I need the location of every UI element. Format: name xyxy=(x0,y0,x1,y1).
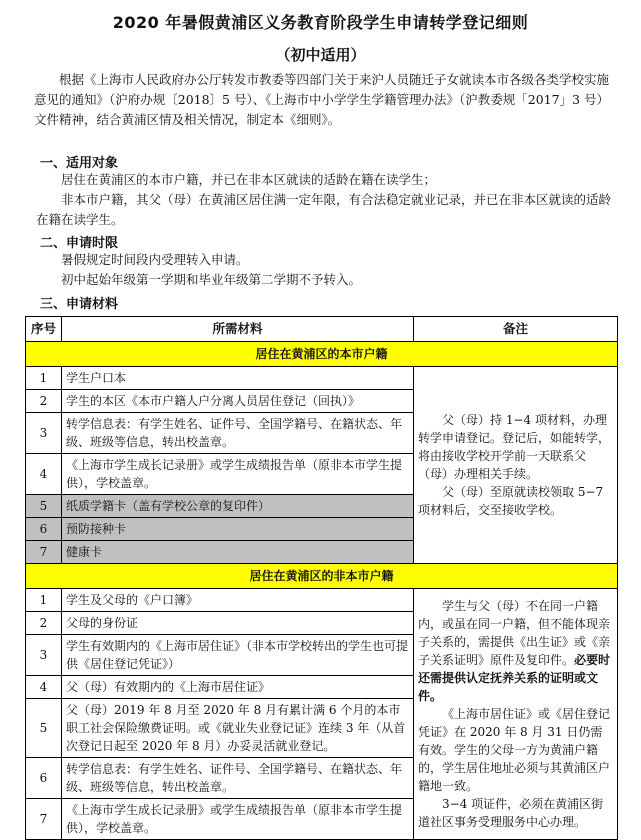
row-num: 2 xyxy=(26,390,62,413)
row-num: 4 xyxy=(26,454,62,495)
time-line-2: 初中起始年级第一学期和毕业年级第二学期不予转入。 xyxy=(61,272,362,287)
header-note: 备注 xyxy=(414,317,618,342)
section-row-nonlocal xyxy=(26,564,618,589)
row-num: 5 xyxy=(26,699,62,758)
note-text: 学生与父（母）不在同一户籍内，或虽在同一户籍，但不能体现亲子关系的，需提供《出生证》或《亲子关系证明》原件及复印件。 xyxy=(418,599,611,667)
table-row xyxy=(26,367,618,390)
row-material: 预防接种卡 xyxy=(62,518,414,541)
row-num: 7 xyxy=(26,541,62,564)
materials-table xyxy=(25,316,618,840)
row-material: 父母的身份证 xyxy=(62,612,414,635)
note-paragraph: 父（母）持 1−4 项材料，办理转学申请登记。登记后，如能转学，将由接收学校开学前一天联系父（母）办理相关手续。 xyxy=(418,413,611,481)
row-material: 父（母）有效期内的《上海市居住证》 xyxy=(62,676,414,699)
header-material: 所需材料 xyxy=(62,317,414,342)
row-num: 3 xyxy=(26,635,62,676)
target-line-2: 非本市户籍，其父（母）在黄浦区居住满一定年限，有合法稳定就业记录，并已在非本区就读的适龄在籍在读学生。 xyxy=(36,192,612,227)
table-header-row xyxy=(26,317,618,342)
section-label: 居住在黄浦区的本市户籍 xyxy=(26,342,618,367)
note-paragraph: 3−4 项证件，必须在黄浦区街道社区事务受理服务中心办理。 xyxy=(418,797,604,829)
row-num: 1 xyxy=(26,589,62,612)
note-emphasis: 必要时还需提供认定抚养关系的证明或文件。 xyxy=(418,653,611,703)
note-cell-nonlocal xyxy=(414,589,618,840)
intro-paragraph: 根据《上海市人民政府办公厅转发市教委等四部门关于来沪人员随迁子女就读本市各级各类学校实施意见的通知》（沪府办规〔2018〕5 号）、《上海市中小学学生学籍管理办法》（沪教委规「2017」3 号）文件精神，结合黄浦区情及相关情况，制定本《细则》。 xyxy=(34,72,610,127)
row-material: 学生有效期内的《上海市居住证》（非本市学校转出的学生也可提供《居住登记凭证》） xyxy=(62,635,414,676)
document-subtitle: （初中适用） xyxy=(275,46,366,64)
target-line-1: 居住在黄浦区的本市户籍，并已在非本区就读的适龄在籍在读学生； xyxy=(61,172,437,187)
row-material: 《上海市学生成长记录册》或学生成绩报告单（原非本市学生提供），学校盖章。 xyxy=(62,799,414,840)
section-label: 居住在黄浦区的非本市户籍 xyxy=(26,564,618,589)
row-material: 纸质学籍卡（盖有学校公章的复印件） xyxy=(62,495,414,518)
row-material: 转学信息表：有学生姓名、证件号、全国学籍号、在籍状态、年级、班级等信息，转出校盖章。 xyxy=(62,758,414,799)
row-num: 6 xyxy=(26,758,62,799)
note-paragraph xyxy=(418,597,613,705)
row-material: 健康卡 xyxy=(62,541,414,564)
row-num: 4 xyxy=(26,676,62,699)
row-num: 7 xyxy=(26,799,62,840)
note-paragraph: 《上海市居住证》或《居住登记凭证》在 2020 年 8 月 31 日仍需有效。学生的父母一方为黄浦户籍的，学生居住地址必须与其黄浦区户籍地一致。 xyxy=(418,707,611,793)
time-line-1: 暑假规定时间段内受理转入申请。 xyxy=(61,252,249,267)
note-cell-local xyxy=(414,367,618,564)
section-heading-target: 一、适用对象 xyxy=(40,156,119,171)
row-num: 6 xyxy=(26,518,62,541)
section-heading-time: 二、申请时限 xyxy=(40,236,119,251)
row-material: 《上海市学生成长记录册》或学生成绩报告单（原非本市学生提供），学校盖章。 xyxy=(62,454,414,495)
table-row xyxy=(26,589,618,612)
row-num: 2 xyxy=(26,612,62,635)
row-num: 5 xyxy=(26,495,62,518)
note-paragraph: 父（母）至原就读校领取 5−7 项材料后，交至接收学校。 xyxy=(418,485,604,517)
header-num: 序号 xyxy=(26,317,62,342)
row-material: 转学信息表：有学生姓名、证件号、全国学籍号、在籍状态、年级、班级等信息，转出校盖章。 xyxy=(62,413,414,454)
row-num: 1 xyxy=(26,367,62,390)
document-title: 2020 年暑假黄浦区义务教育阶段学生申请转学登记细则 xyxy=(112,13,529,32)
section-row-local xyxy=(26,342,618,367)
row-material: 学生的本区《本市户籍人户分离人员居住登记（回执）》 xyxy=(62,390,414,413)
row-material: 父（母）2019 年 8 月至 2020 年 8 月有累计满 6 个月的本市职工社会保险缴费证明。或《就业失业登记证》连续 3 年（从首次登记日起至 2020 年 8 月）办妥灵活就业登记。 xyxy=(62,699,414,758)
row-material: 学生及父母的《户口簿》 xyxy=(62,589,414,612)
row-material: 学生户口本 xyxy=(62,367,414,390)
section-heading-materials: 三、申请材料 xyxy=(40,297,119,312)
row-num: 3 xyxy=(26,413,62,454)
